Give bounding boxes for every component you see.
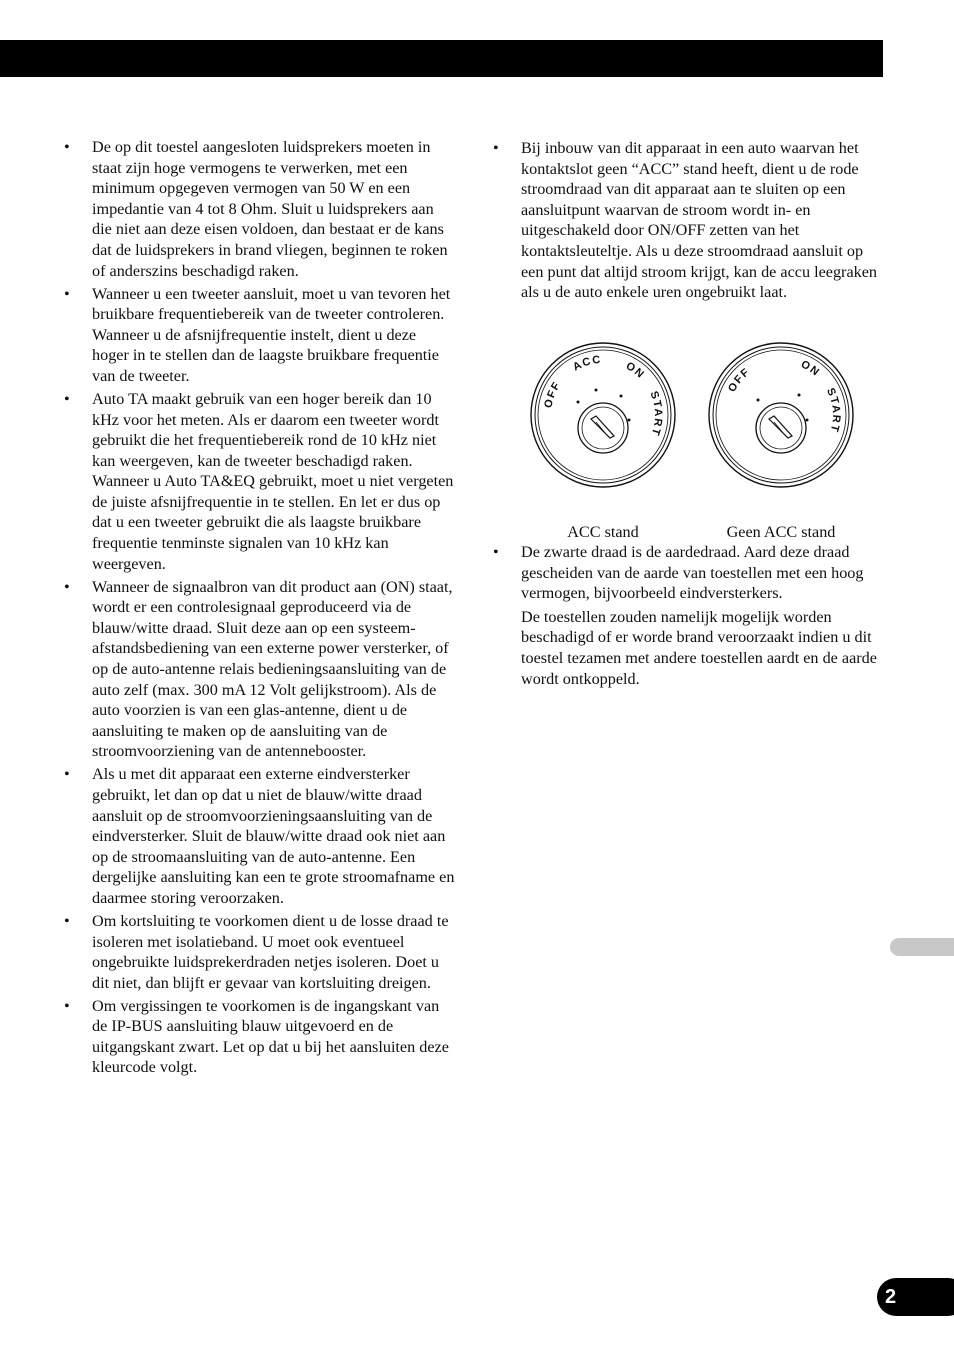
dial-label-start-path: START bbox=[647, 389, 665, 438]
ignition-switch-no-acc-icon bbox=[706, 340, 856, 490]
list-item bbox=[493, 138, 886, 303]
bullet-text: Om kortsluiting te voorkomen dient u de losse draad te isoleren met isolatieband. U moet ook eventueel ongebruikte luidsprekerdraden netjes isoleren. Doet u dit niet, dan blijft er gevaar van kortsluiting dreigen. bbox=[92, 911, 449, 992]
bullet-dot: • bbox=[64, 284, 70, 303]
bullet-paragraph: De zwarte draad is de aardedraad. Aard deze draad gescheiden van de aarde van toestellen met een hoog vermogen, bijvoorbeeld eindversterkers. bbox=[521, 543, 864, 603]
list-item bbox=[64, 137, 456, 281]
bullet-dot: • bbox=[64, 996, 70, 1015]
bullet-text: Wanneer de signaalbron van dit product aan (ON) staat, wordt er een controlesignaal geproduceerd via de blauw/witte draad. Sluit deze aan op een systeem-afstandsbediening van een externe power versterker, of op de auto-antenne relais bedieningsaansluiting van de auto zelf (max. 300 mA 12 Volt gelijkstroom). Als de auto voorzien is van een glas-antenne, dient u de aansluiting te maken op de aansluiting van de stroomvoorziening van de antennebooster. bbox=[92, 577, 453, 761]
bullet-dot: • bbox=[64, 765, 70, 784]
bullet-dot: • bbox=[64, 138, 70, 156]
dial-label-on-path: ON bbox=[623, 359, 647, 382]
list-item bbox=[64, 764, 456, 908]
figure-no-acc bbox=[706, 340, 856, 542]
bullet-dot: • bbox=[493, 139, 499, 157]
dial-label-start-path: START bbox=[824, 386, 843, 435]
ignition-switch-acc-icon bbox=[528, 340, 678, 490]
header-bar bbox=[0, 40, 883, 77]
left-column bbox=[64, 137, 456, 1080]
dial-label-off-path: OFF bbox=[542, 379, 564, 410]
section-tab bbox=[890, 938, 954, 956]
figure-caption: Geen ACC stand bbox=[726, 523, 836, 541]
list-item bbox=[493, 542, 886, 689]
right-column bbox=[493, 138, 886, 305]
bullet-dot: • bbox=[493, 543, 499, 561]
bullet-text: Bij inbouw van dit apparaat in een auto waarvan het kontaktslot geen “ACC” stand heeft, dient u de rode stroomdraad van dit apparaat aan te sluiten op een aansluitpunt waarvan de stroom wordt in- en uitgeschakeld door ON/OFF zetten van het kontaktsleuteltje. Als u deze stroomdraad aansluit op een punt dat altijd stroom krijgt, kan de accu leegraken als u de auto enkele uren ongebruikt laat. bbox=[521, 139, 877, 302]
list-item bbox=[64, 996, 456, 1078]
bullet-dot: • bbox=[64, 577, 70, 596]
figure-acc bbox=[528, 340, 678, 542]
bullet-dot: • bbox=[64, 911, 70, 930]
bullet-text: De op dit toestel aangesloten luidsprekers moeten in staat zijn hoge vermogens te verwerken, met een minimum opgegeven vermogen van 50 W en een impedantie van 4 tot 8 Ohm. Sluit u luidsprekers aan die niet aan deze eisen voldoen, dan bestaat er de kans dat de luidsprekers in brand vliegen, beginnen te roken of anderszins beschadigd raken. bbox=[92, 138, 448, 280]
list-item bbox=[64, 911, 456, 993]
right-column-lower bbox=[493, 542, 886, 692]
dial-label-off-path: OFF bbox=[725, 365, 753, 395]
figure-caption: ACC stand bbox=[567, 523, 639, 541]
list-item bbox=[64, 577, 456, 762]
ignition-figures bbox=[528, 340, 858, 541]
dial-label-acc-path: ACC bbox=[570, 353, 603, 374]
bullet-dot: • bbox=[64, 389, 70, 408]
bullet-paragraph: De toestellen zouden namelijk mogelijk worden beschadigd of er worde brand veroorzaakt indien u dit toestel tezamen met andere toestellen aardt en de aarde wordt ontkoppeld. bbox=[521, 607, 877, 688]
list-item bbox=[64, 284, 456, 387]
bullet-text: Wanneer u een tweeter aansluit, moet u van tevoren het bruikbare frequentiebereik van de tweeter controleren. Wanneer u de afsnijfrequentie instelt, dient u deze hoger in te stellen dan de laagste bruikbare frequentie van de tweeter. bbox=[92, 284, 451, 385]
dial-label-on-path: ON bbox=[798, 358, 823, 380]
list-item bbox=[64, 389, 456, 574]
page-number: 2 bbox=[877, 1278, 954, 1316]
bullet-text: Auto TA maakt gebruik van een hoger bereik dan 10 kHz voor het meten. Als er daarom een tweeter wordt gebruikt die het frequentiebereik rond de 10 kHz niet kan weergeven, kan de tweeter beschadigd raken. Wanneer u Auto TA&EQ gebruikt, moet u niet vergeten de juiste afsnijfrequentie in te stellen. En let er dus op dat u een tweeter gebruikt die als laagste bruikbare frequentie tenminste signalen van 10 kHz kan weergeven. bbox=[92, 389, 454, 573]
bullet-text: Om vergissingen te voorkomen is de ingangskant van de IP-BUS aansluiting blauw uitgevoerd en de uitgangskant zwart. Let op dat u bij het aansluiten deze kleurcode volgt. bbox=[92, 996, 449, 1077]
bullet-text: Als u met dit apparaat een externe eindversterker gebruikt, let dan op dat u niet de blauw/witte draad aansluit op de stroomvoorzieningsaansluiting van de eindversterker. Sluit de blauw/witte draad ook niet aan op de stroomaansluiting van de auto-antenne. Een dergelijke aansluiting kan een te grote stroomafname en daarmee storing veroorzaken. bbox=[92, 765, 455, 907]
